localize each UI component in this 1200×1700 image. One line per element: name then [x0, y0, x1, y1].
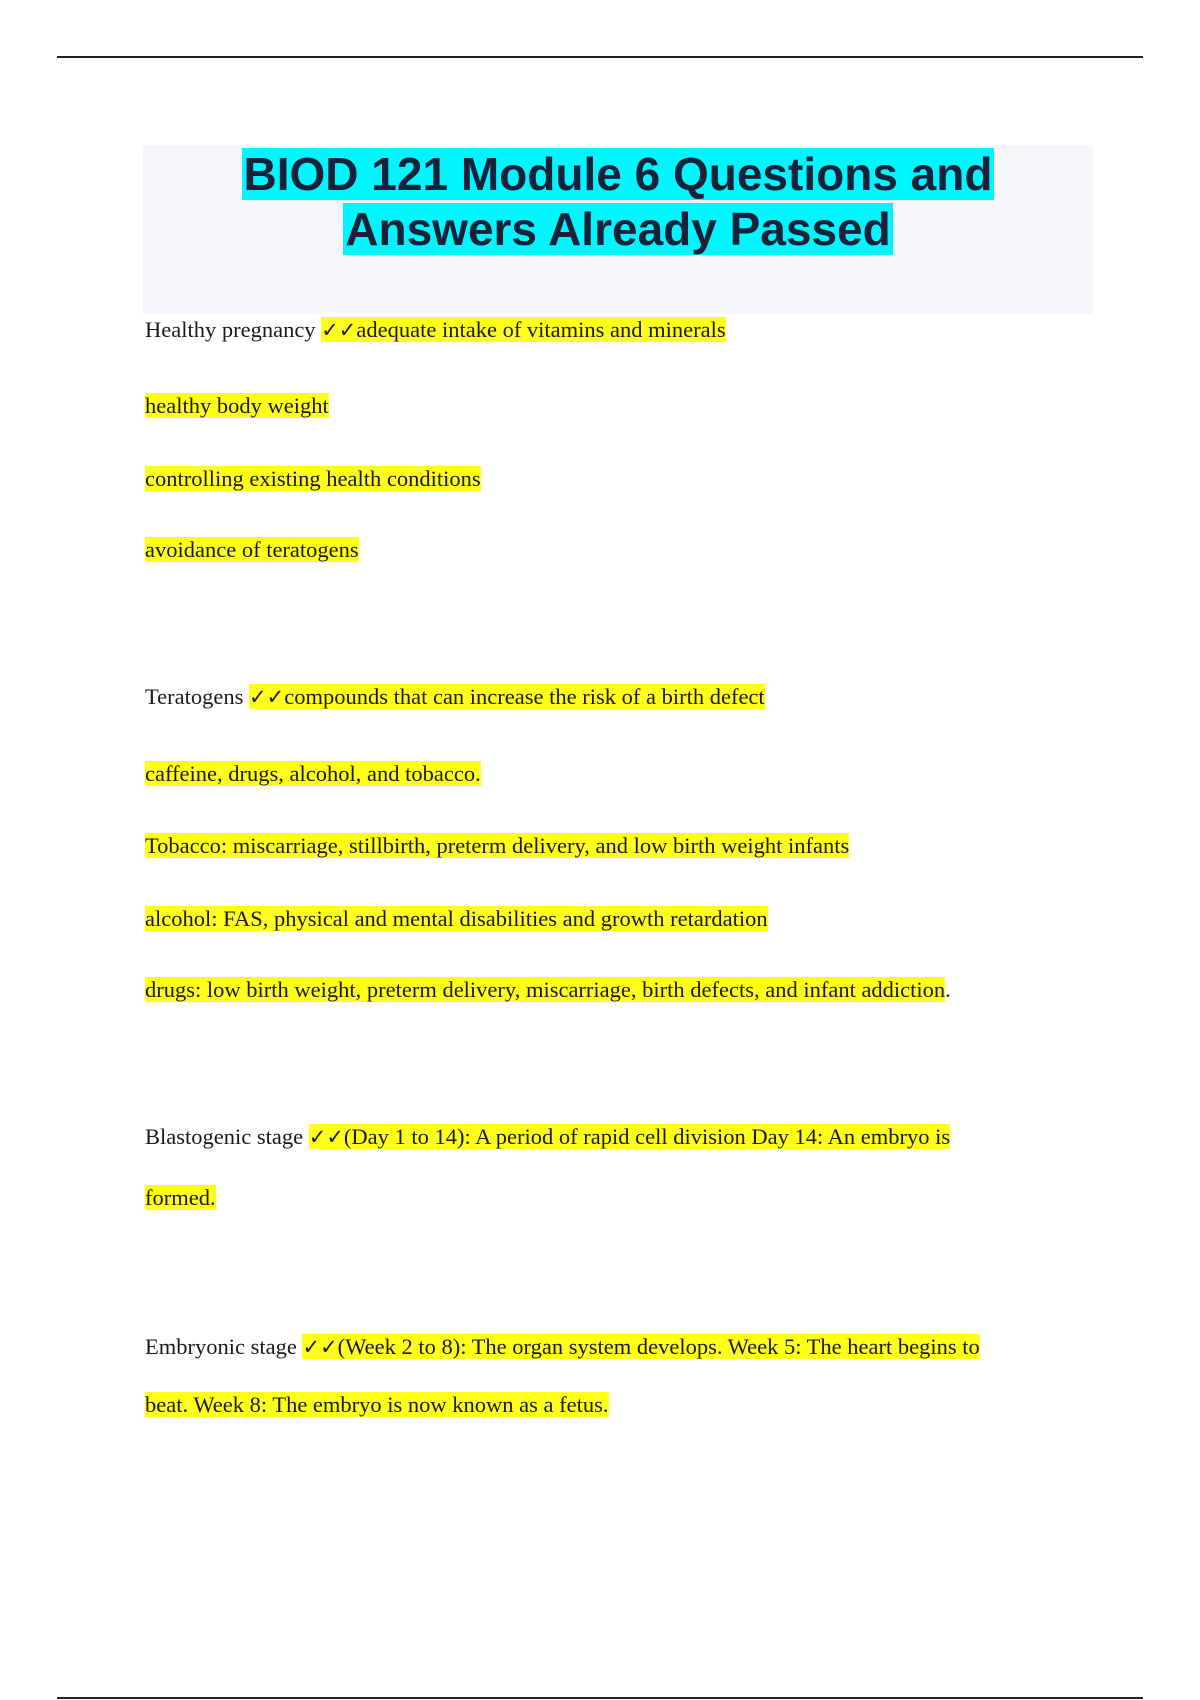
- answer-text: formed.: [145, 1185, 216, 1210]
- title-line-2: Answers Already Passed: [345, 203, 891, 255]
- answer-text: Tobacco: miscarriage, stillbirth, preterm delivery, and low birth weight infants: [145, 833, 850, 858]
- header-rule: [57, 56, 1143, 58]
- answer-text: alcohol: FAS, physical and mental disabilities and growth retardation: [145, 906, 768, 931]
- qa-healthy-pregnancy: [145, 315, 726, 345]
- document-title: [143, 145, 1093, 257]
- answer-text: caffeine, drugs, alcohol, and tobacco.: [145, 761, 481, 786]
- qa-teratogens: [145, 682, 765, 712]
- answer-line: [145, 1183, 216, 1213]
- term-healthy-pregnancy: Healthy pregnancy: [145, 317, 322, 342]
- answer-text: controlling existing health conditions: [145, 466, 481, 491]
- term-blastogenic-stage: Blastogenic stage: [145, 1124, 309, 1149]
- check-mark-icon: ✓✓: [308, 1125, 344, 1149]
- answer-text: beat. Week 8: The embryo is now known as a fetus.: [145, 1392, 609, 1417]
- answer-line: (Week 2 to 8): The organ system develops. Week 5: The heart begins to: [337, 1334, 980, 1359]
- footer-rule: [57, 1697, 1143, 1699]
- answer-line: [145, 391, 329, 421]
- answer-line: [145, 535, 359, 565]
- answer-text: drugs: low birth weight, preterm delivery, miscarriage, birth defects, and infant addiction: [145, 977, 946, 1002]
- term-embryonic-stage: Embryonic stage: [145, 1334, 303, 1359]
- trailing-period: .: [945, 977, 951, 1002]
- answer-text: healthy body weight: [145, 393, 329, 418]
- answer-line: [145, 904, 768, 934]
- answer-line: [145, 975, 951, 1005]
- answer-line: [145, 1390, 609, 1420]
- answer-line: adequate intake of vitamins and minerals: [356, 317, 726, 342]
- check-mark-icon: ✓✓: [249, 685, 285, 709]
- title-banner: [143, 145, 1093, 314]
- title-line-1: BIOD 121 Module 6 Questions and: [243, 148, 993, 200]
- answer-line: [145, 759, 481, 789]
- answer-line: compounds that can increase the risk of a birth defect: [284, 684, 765, 709]
- qa-blastogenic-stage: [145, 1122, 950, 1152]
- term-teratogens: Teratogens: [145, 684, 250, 709]
- answer-line: (Day 1 to 14): A period of rapid cell division Day 14: An embryo is: [343, 1124, 951, 1149]
- check-mark-icon: ✓✓: [321, 318, 357, 342]
- check-mark-icon: ✓✓: [302, 1335, 338, 1359]
- qa-embryonic-stage: [145, 1332, 980, 1362]
- answer-line: [145, 831, 849, 861]
- answer-line: [145, 464, 481, 494]
- answer-text: avoidance of teratogens: [145, 537, 359, 562]
